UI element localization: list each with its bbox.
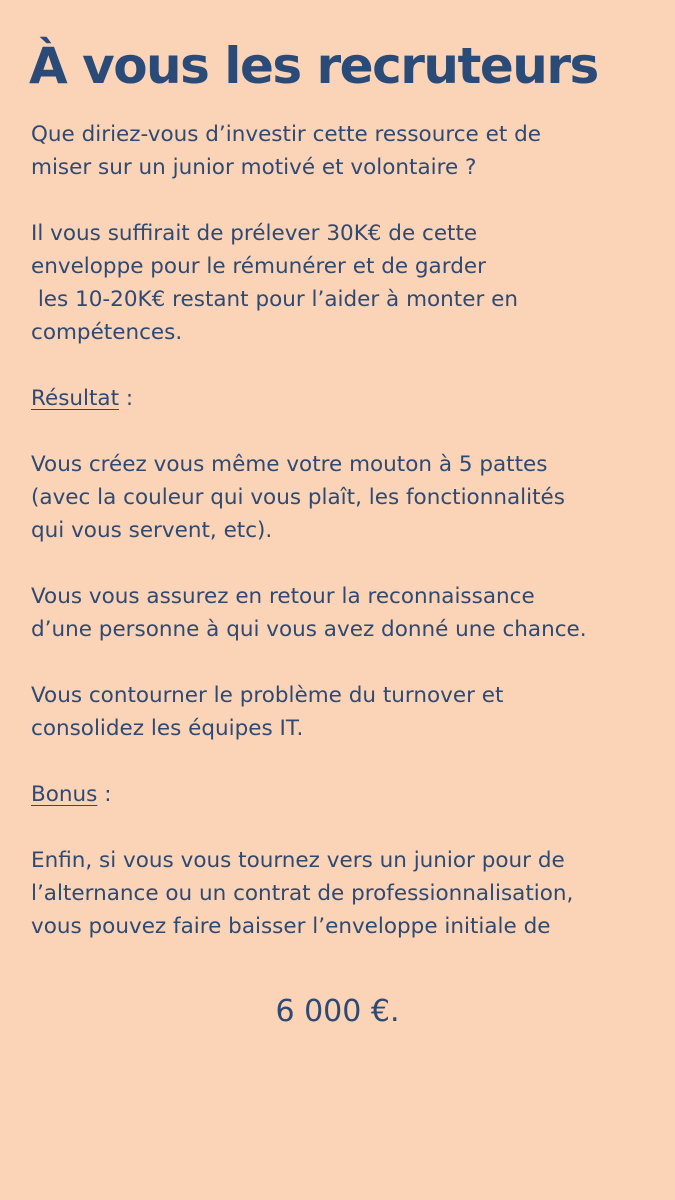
bonus-label: Bonus bbox=[31, 782, 98, 807]
suffice-line-2: enveloppe pour le rémunérer et de garder bbox=[31, 254, 486, 279]
bonus-heading bbox=[31, 778, 661, 811]
body-text bbox=[31, 118, 661, 976]
page-title: À vous les recruteurs bbox=[29, 37, 598, 95]
final-line-1: Enfin, si vous vous tournez vers un junior pour de bbox=[31, 848, 565, 873]
suffice-paragraph bbox=[31, 217, 661, 349]
suffice-line-1: Il vous suffirait de prélever 30K€ de cette bbox=[31, 221, 478, 246]
result-heading bbox=[31, 382, 661, 415]
amount-value: 6 000 €. bbox=[275, 994, 400, 1029]
final-paragraph bbox=[31, 844, 661, 943]
suffice-line-3: les 10-20K€ restant pour l’aider à monter en bbox=[31, 287, 518, 312]
sheep-line-2: (avec la couleur qui vous plaît, les fonctionnalités bbox=[31, 485, 565, 510]
turnover-paragraph bbox=[31, 679, 661, 745]
intro-paragraph bbox=[31, 118, 661, 184]
result-label: Résultat bbox=[31, 386, 120, 411]
sheep-line-3: qui vous servent, etc). bbox=[31, 518, 273, 543]
final-line-3: vous pouvez faire baisser l’enveloppe initiale de bbox=[31, 914, 551, 939]
result-heading-line bbox=[31, 382, 661, 415]
turnover-line-1: Vous contourner le problème du turnover et bbox=[31, 683, 504, 708]
bonus-heading-line bbox=[31, 778, 661, 811]
bonus-colon: : bbox=[97, 782, 112, 807]
suffice-line-4: compétences. bbox=[31, 320, 183, 345]
final-line-2: l’alternance ou un contrat de professionnalisation, bbox=[31, 881, 574, 906]
sheep-line-1: Vous créez vous même votre mouton à 5 pattes bbox=[31, 452, 548, 477]
recognition-line-1: Vous vous assurez en retour la reconnaissance bbox=[31, 584, 535, 609]
sheep-paragraph bbox=[31, 448, 661, 547]
intro-line-1: Que diriez-vous d’investir cette ressource et de bbox=[31, 122, 541, 147]
recognition-line-2: d’une personne à qui vous avez donné une chance. bbox=[31, 617, 587, 642]
recognition-paragraph bbox=[31, 580, 661, 646]
intro-line-2: miser sur un junior motivé et volontaire ? bbox=[31, 155, 477, 180]
result-colon: : bbox=[119, 386, 134, 411]
turnover-line-2: consolidez les équipes IT. bbox=[31, 716, 304, 741]
